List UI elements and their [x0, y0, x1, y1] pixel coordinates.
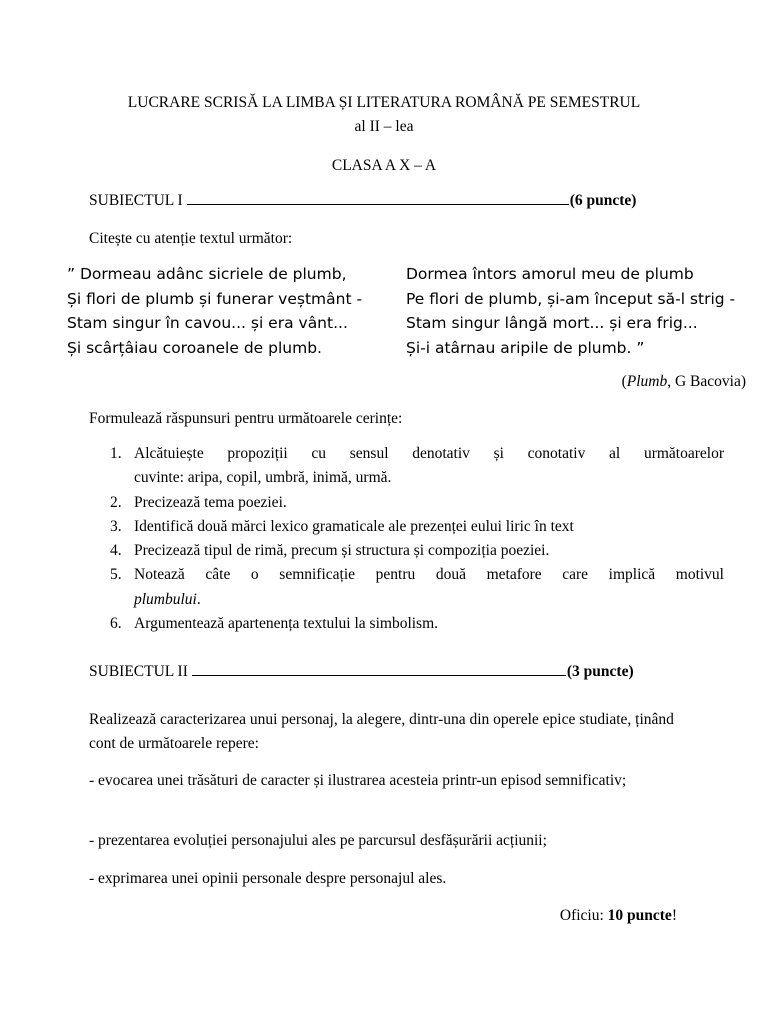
document-subtitle: al II – lea [354, 118, 414, 135]
task-item: 6. Argumentează apartenența textului la simbolism. [110, 615, 439, 633]
task-item: 2. Precizează tema poeziei. [110, 493, 287, 511]
poem-right-stanza [406, 262, 735, 360]
subject-1-label: SUBIECTUL I [89, 192, 183, 209]
poem-title: Plumb [626, 373, 668, 390]
subject-1-points: (6 puncte) [569, 192, 637, 209]
task-item: 1. Alcătuiește propoziții cu sensul denotativ și conotativ al următoarelor cuvinte: aripa, copil, umbră, inimă, urmă. [110, 445, 724, 487]
poem-line: Stam singur în cavou... și era vânt... [67, 314, 348, 332]
poem-left-stanza [67, 262, 362, 360]
tasks-list [89, 442, 724, 636]
poem-line: Pe flori de plumb, și-am început să-l strig - [406, 289, 736, 308]
subject-1-instruction: Citește cu atenție textul următor: [89, 230, 293, 247]
subject-2-intro: Realizează caracterizarea unui personaj, la alegere, dintr-una din operele epice studiate, ținând cont de următoarele repere: [89, 711, 674, 752]
subject-2-reper-2: - prezentarea evoluției personajului ales pe parcursul desfășurării acțiunii; [89, 832, 547, 849]
poem-line: ” Dormeau adânc sicriele de plumb, [67, 265, 347, 283]
oficiu-points: 10 puncte [607, 907, 672, 924]
subject-1-blank-line [187, 190, 569, 205]
subject-2-label: SUBIECTUL II [89, 663, 188, 680]
poem-line: Și-i atârnau aripile de plumb. ” [406, 338, 645, 357]
oficiu-line: Oficiu: 10 puncte! [559, 907, 677, 924]
task-item: 4. Precizează tipul de rimă, precum și structura și compoziția poeziei. [110, 542, 550, 560]
subject-2-blank-line [192, 661, 566, 676]
poem-line: Și scârțâiau coroanele de plumb. [67, 338, 322, 357]
subject-2-reper-1: - evocarea unei trăsături de caracter și ilustrarea acesteia printr-un episod semnificativ; [89, 772, 627, 789]
task-item: 3. Identifică două mărci lexico gramaticale ale prezenței eului liric în text [110, 517, 574, 535]
subject-2-points: (3 puncte) [566, 663, 634, 680]
subject-1-heading [89, 190, 636, 212]
poem-source: (Plumb, G Bacovia) [621, 373, 746, 390]
subject-2-heading [89, 661, 634, 683]
tasks-intro: Formulează răspunsuri pentru următoarele cerințe: [89, 410, 403, 427]
poem-line: Dormea întors amorul meu de plumb [406, 265, 694, 283]
subject-2-reper-3: - exprimarea unei opinii personale despre personajul ales. [89, 870, 447, 887]
poem-line: Și flori de plumb și funerar veștmânt - [67, 289, 363, 308]
task-item: 5. Notează câte o semnificație pentru două metafore care implică motivul plumbului. [110, 566, 724, 608]
document-title: LUCRARE SCRISĂ LA LIMBA ȘI LITERATURA ROMÂNĂ PE SEMESTRUL [127, 94, 641, 111]
class-label: CLASA A X – A [331, 157, 437, 174]
poem-line: Stam singur lângă mort... și era frig... [406, 314, 698, 332]
